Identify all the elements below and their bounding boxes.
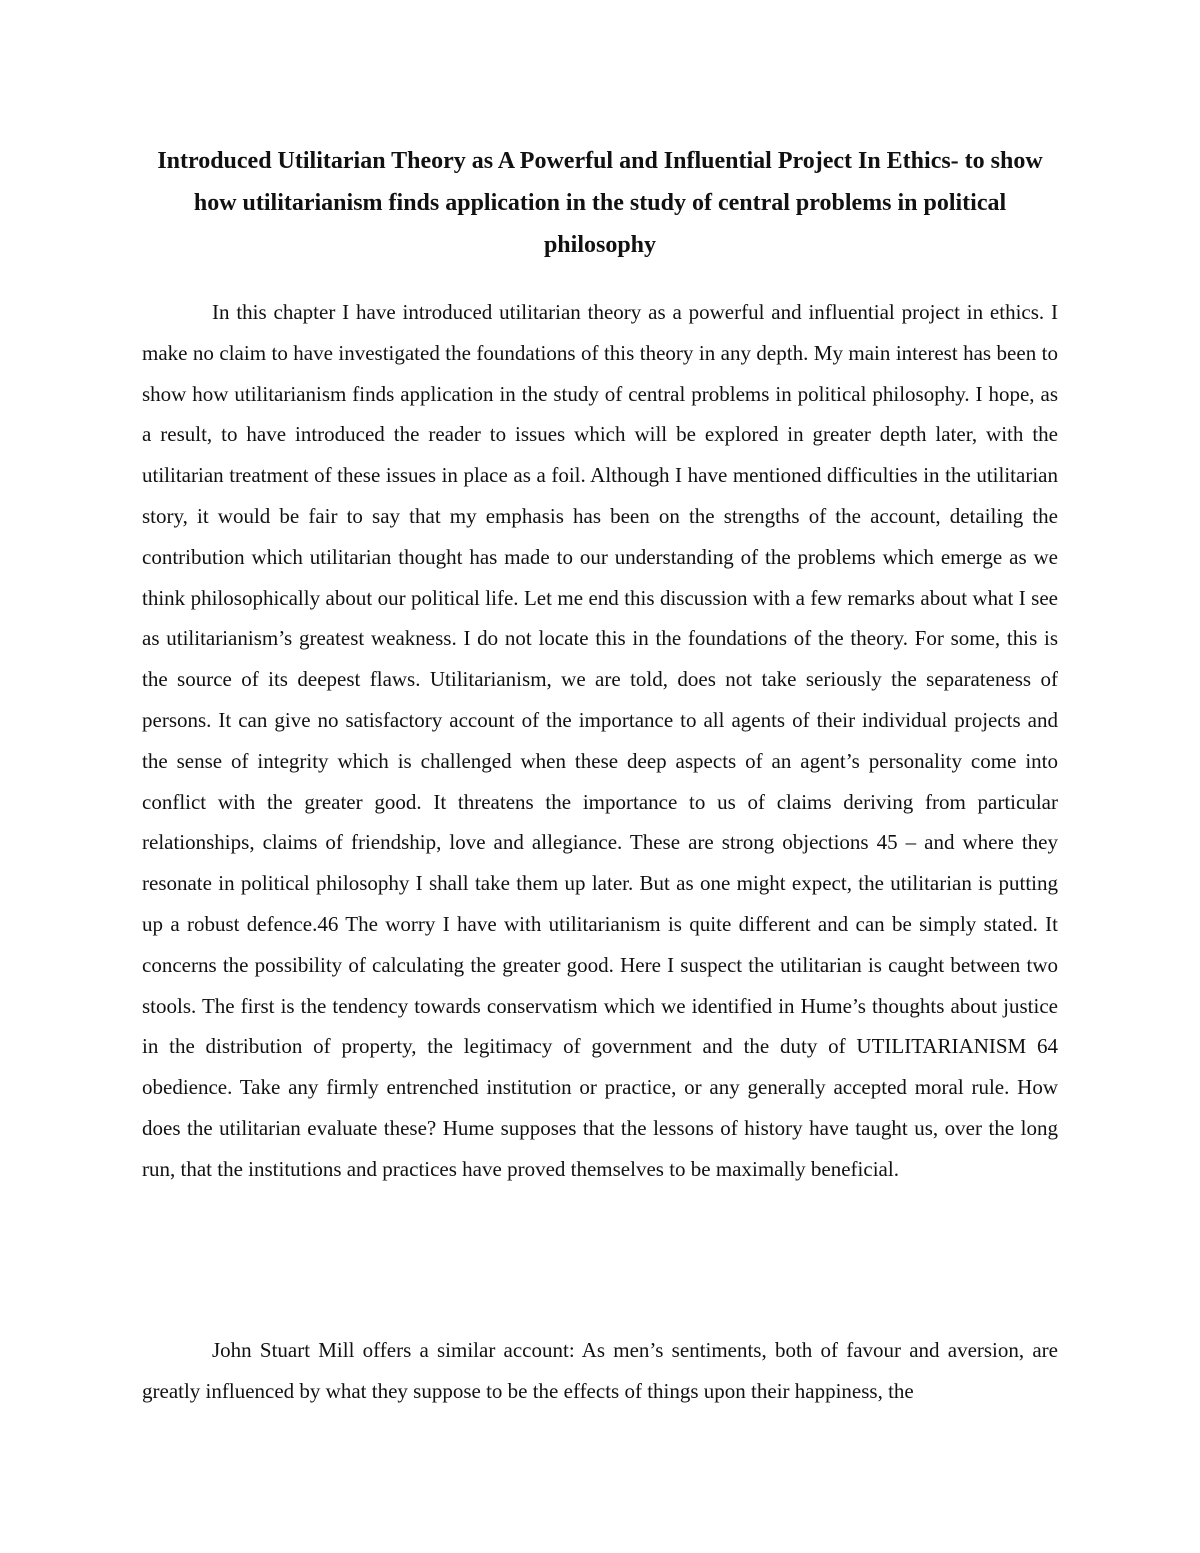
body-paragraph-2: John Stuart Mill offers a similar account: As men’s sentiments, both of favour and aversion, are greatly influenced by what they suppose to be the effects of things upon their happiness, the — [142, 1338, 1058, 1403]
body-paragraph-1: In this chapter I have introduced utilitarian theory as a powerful and influential project in ethics. I make no claim to have investigated the foundations of this theory in any depth. My main interest has been to show how utilitarianism finds application in the study of central problems in political philosophy. I hope, as a result, to have introduced the reader to issues which will be explored in greater depth later, with the utilitarian treatment of these issues in place as a foil. Although I have mentioned difficulties in the utilitarian story, it would be fair to say that my emphasis has been on the strengths of the account, detailing the contribution which utilitarian thought has made to our understanding of the problems which emerge as we think philosophically about our political life. Let me end this discussion with a few remarks about what I see as utilitarianism’s greatest weakness. I do not locate this in the foundations of the theory. For some, this is the source of its deepest flaws. Utilitarianism, we are told, does not take seriously the separateness of persons. It can give no satisfactory account of the importance to all agents of their individual projects and the sense of integrity which is challenged when these deep aspects of an agent’s personality come into conflict with the greater good. It threatens the importance to us of claims deriving from particular relationships, claims of friendship, love and allegiance. These are strong objections 45 – and where they resonate in political philosophy I shall take them up later. But as one might expect, the utilitarian is putting up a robust defence.46 The worry I have with utilitarianism is quite different and can be simply stated. It concerns the possibility of calculating the greater good. Here I suspect the utilitarian is caught between two stools. The first is the tendency towards conservatism which we identified in Hume’s thoughts about justice in the distribution of property, the legitimacy of government and the duty of UTILITARIANISM 64 obedience. Take any firmly entrenched institution or practice, or any generally accepted moral rule. How does the utilitarian evaluate these? Hume supposes that the lessons of history have taught us, over the long run, that the institutions and practices have proved themselves to be maximally beneficial. — [142, 300, 1058, 1181]
document-title: Introduced Utilitarian Theory as A Powerful and Influential Project In Ethics- to show how utilitarianism finds application in the study of central problems in political philosophy — [157, 148, 1043, 258]
